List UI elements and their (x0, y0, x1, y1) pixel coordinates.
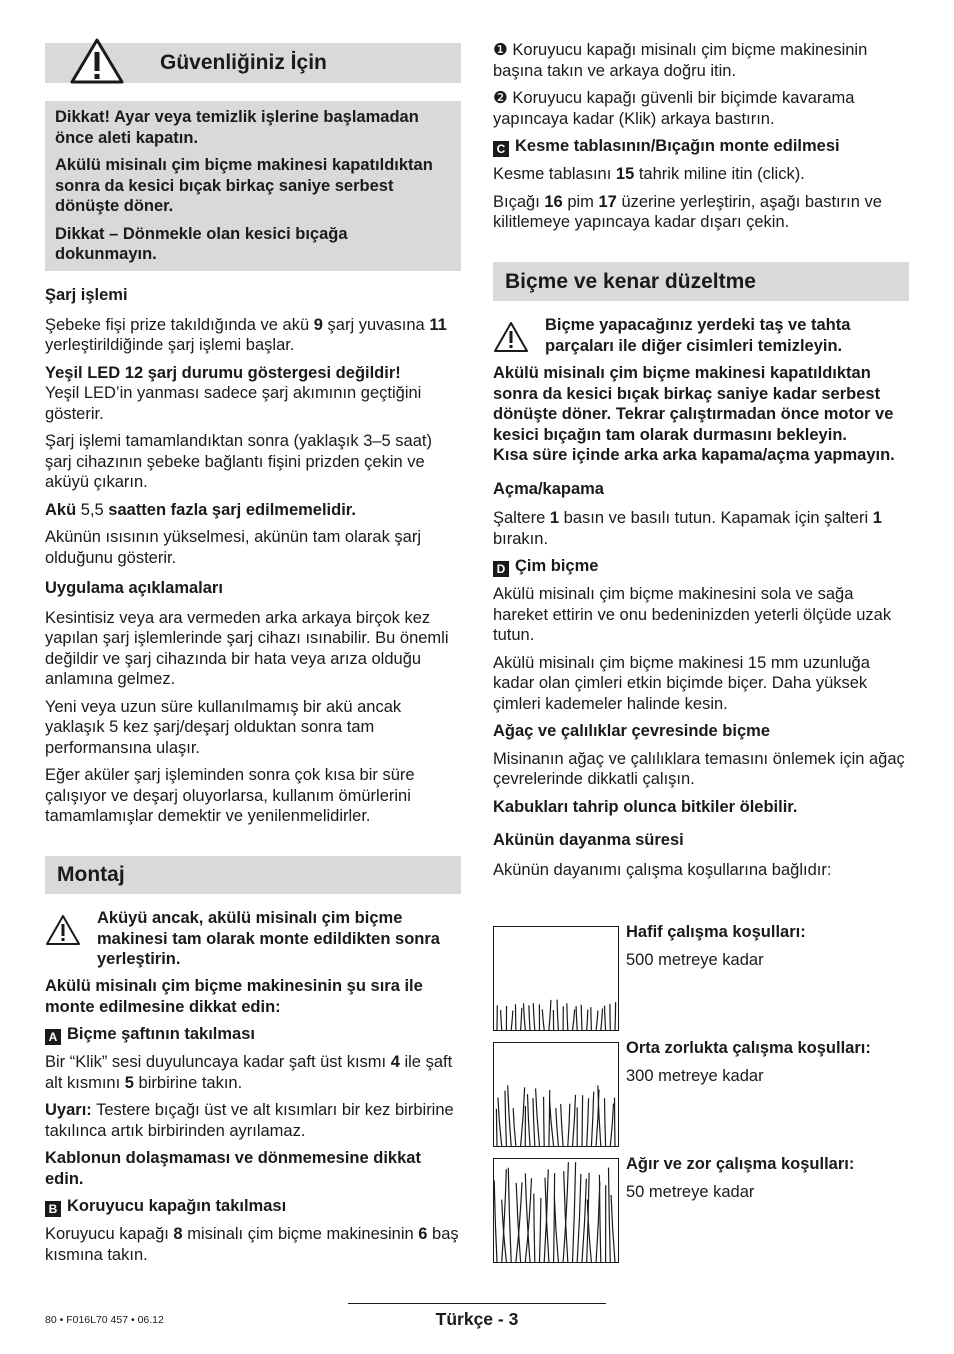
safety-warning-2: Akülü misinalı çim biçme makinesi kapatıldıktan sonra da kesici bıçak birkaç saniye serbest dönüşte döner. (55, 156, 433, 215)
grass-blade (582, 1095, 583, 1146)
safety-header (45, 43, 461, 83)
grass-blade (577, 1174, 581, 1262)
step-b-heading: B Koruyucu kapağın takılması (45, 1196, 461, 1217)
grass-blade (596, 1011, 598, 1031)
bullet-2: ❷ Koruyucu kapağı güvenli bir biçimde kavarama yapıncaya kadar (Klik) arkaya bastırın. (493, 89, 855, 128)
grass-blade (513, 1108, 516, 1146)
mowing-section (493, 363, 909, 887)
mowing-bold-note: Akülü misinalı çim biçme makinesi kapatıldıktan sonra da kesici bıçak birkaç saniye kadar serbest dönüşte döner. Tekrar çalıştırmadan önce motor ve kesici bıçağın tam olarak durmasını bekleyin. Kısa süre içinde arka arka kapama/açma yapmayın. (493, 364, 895, 464)
step-d-badge: D (493, 561, 509, 577)
grass-blade (533, 1098, 535, 1146)
onoff-heading: Açma/kapama (493, 479, 604, 498)
circled-one-icon: ❶ (493, 41, 508, 59)
charging-led-note: Yeşil LED 12 şarj durumu göstergesi değildir! Yeşil LED’in yanması sadece şarj akımının geçtiğini gösterir. (45, 363, 422, 423)
grass-blade (605, 1098, 606, 1146)
charging-heading: Şarj işlemi (45, 286, 128, 304)
charging-paragraph-4: Akü 5,5 saatten fazla şarj edilmemelidir. (45, 500, 356, 519)
montaj-title: Montaj (57, 863, 125, 886)
step-a-paragraph: Bir “Klik” sesi duyuluncaya kadar şaft üst kısmı 4 ile şaft alt kısmını 5 birbirine takın. (45, 1053, 453, 1092)
mowing-title: Biçme ve kenar düzeltme (505, 269, 756, 293)
grass-blade (542, 1009, 544, 1030)
safety-warning-3: Dikkat – Dönmekle olan kesici bıçağa dokunmayın. (55, 224, 348, 263)
grass-paragraph-2: Akülü misinalı çim biçme makinesi 15 mm uzunluğa kadar olan çimleri etkin biçimde biçer. Daha yüksek çimleri kademeler halinde kesin. (493, 653, 870, 713)
montaj-header (45, 856, 461, 894)
step-b-continued (493, 40, 909, 240)
grass-blade (528, 1094, 531, 1146)
grass-blade (568, 1104, 570, 1146)
condition-light (626, 922, 909, 977)
grass-blade (498, 1098, 502, 1146)
step-c-paragraph-1: Kesme tablasını 15 tahrik miline itin (click). (493, 165, 805, 183)
safety-warning-box (45, 101, 461, 271)
grass-blade (524, 1003, 526, 1030)
mowing-warning (493, 315, 909, 359)
grass-heavy-drawing (494, 1159, 618, 1262)
grass-blade (587, 1010, 588, 1030)
grass-blade (554, 1197, 558, 1262)
step-a-heading: A Biçme şaftının takılması (45, 1024, 461, 1045)
usage-heading: Uygulama açıklamaları (45, 579, 223, 597)
grass-blade (599, 1175, 600, 1262)
step-a-badge: A (45, 1029, 61, 1045)
battery-heading: Akünün dayanma süresi (493, 831, 684, 849)
grass-blade (591, 1092, 593, 1146)
grass-blade (557, 1000, 558, 1030)
bullet-1: ❶ Koruyucu kapağı misinalı çim biçme makinesinin başına takın ve arkaya doğru itin. (493, 41, 868, 80)
montaj-warning-text: Aküyü ancak, akülü misinalı çim biçme makinesi tam olarak monte edildikten sonra yerleştirin. (97, 909, 440, 968)
safety-warning-1: Dikkat! Ayar veya temizlik işlerine başlamadan önce aleti kapatın. (55, 108, 419, 147)
safety-title: Güvenliğiniz İçin (160, 51, 327, 74)
footer-rule (348, 1303, 606, 1304)
charging-paragraph-1: Şebeke fişi prize takıldığında ve akü 9 şarj yuvasına 11 yerleştirildiğinde şarj işlemi başlar. (45, 315, 447, 354)
condition-light-label: Hafif çalışma koşulları: (626, 923, 806, 941)
grass-blade (573, 1162, 576, 1262)
grass-blade (554, 1173, 555, 1262)
grass-medium-image (493, 1042, 619, 1147)
footer-docnum: 80 • F016L70 457 • 06.12 (45, 1314, 164, 1326)
step-d-heading: D Çim biçme (493, 556, 909, 577)
grass-blade (511, 1011, 513, 1031)
usage-section (45, 578, 461, 834)
usage-paragraph-1: Kesintisiz veya ara vermeden arka arkaya birçok kez yapılan şarj işlemlerinde şarj cihazı ısınabilir. Bu önemli değildir ve şarj cihazında bir hata veya arıza olduğu anlamına gelmez. (45, 608, 449, 688)
charging-section (45, 285, 461, 575)
step-c-heading: C Kesme tablasının/Bıçağın monte edilmesi (493, 136, 909, 157)
condition-heavy (626, 1154, 909, 1209)
step-b-paragraph: Koruyucu kapağı 8 misinalı çim biçme makinesinin 6 baş kısmına takın. (45, 1225, 459, 1264)
grass-blade (549, 1090, 550, 1146)
grass-blade (615, 1002, 616, 1030)
grass-blade (496, 1109, 497, 1146)
grass-paragraph-1: Akülü misinalı çim biçme makinesini sola ve sağa hareket ettirin ve onu bedeninizden yeterli ölçüde uzak tutun. (493, 585, 892, 644)
grass-blade (573, 1009, 575, 1030)
warning-triangle-icon (69, 37, 125, 85)
grass-blade (601, 1009, 603, 1031)
charging-paragraph-5: Akünün ısısının yükselmesi, akünün tam olarak şarj olduğunu gösterir. (45, 528, 422, 567)
grass-blade (561, 1104, 563, 1146)
grass-blade (576, 1006, 577, 1030)
condition-medium (626, 1038, 909, 1093)
step-a-cable-note: Kablonun dolaşmaması ve dönmemesine dikkat edin. (45, 1149, 421, 1188)
condition-heavy-label: Ağır ve zor çalışma koşulları: (626, 1155, 855, 1173)
circled-two-icon: ❷ (493, 89, 508, 107)
grass-light-image (493, 926, 619, 1031)
grass-blade (587, 1098, 589, 1146)
mowing-header (493, 262, 909, 301)
grass-light-drawing (494, 927, 618, 1030)
grass-blade (573, 1095, 576, 1146)
step-c-badge: C (493, 141, 509, 157)
grass-blade (556, 1108, 559, 1146)
grass-blade (540, 1198, 541, 1262)
footer-page-label: Türkçe - 3 (435, 1309, 519, 1329)
grass-blade (494, 1180, 497, 1262)
mowing-warning-text: Biçme yapacağınız yerdeki taş ve tahta parçaları ile diğer cisimleri temizleyin. (545, 316, 851, 355)
trees-heading: Ağaç ve çalılıklar çevresinde biçme (493, 722, 770, 740)
grass-blade (581, 1005, 582, 1030)
montaj-section (45, 976, 461, 1272)
step-c-paragraph-2: Bıçağı 16 pim 17 üzerine yerleştirin, aşağı bastırın ve kilitlemeye yapıncaya kadar dışarı çekin. (493, 192, 882, 231)
grass-blade (549, 1000, 551, 1030)
condition-heavy-value: 50 metreye kadar (626, 1182, 755, 1201)
montaj-warning (45, 908, 461, 970)
grass-heavy-image (493, 1158, 619, 1263)
grass-blade (605, 1006, 606, 1030)
grass-blade (609, 1168, 611, 1262)
grass-blade (536, 1089, 540, 1147)
grass-blade (611, 1195, 615, 1262)
grass-blade (534, 1194, 535, 1262)
montaj-order-note: Akülü misinalı çim biçme makinesinin şu sıra ile monte edilmesine dikkat edin: (45, 977, 423, 1016)
usage-paragraph-2: Yeni veya uzun süre kullanılmamış bir akü ancak yaklaşık 5 kez şarj/deşarj olduktan sonra tam performansına ulaşır. (45, 697, 402, 757)
usage-paragraph-3: Eğer aküler şarj işleminden sonra çok kısa bir süre çalışıyor ve deşarj oluyorlarsa, kullanım ömürlerini tamamlamışlar demektir ve yenilenmelidirler. (45, 766, 415, 825)
battery-paragraph: Akünün dayanımı çalışma koşullarına bağlıdır: (493, 860, 832, 879)
grass-blade (505, 1091, 506, 1147)
grass-blade (567, 1003, 568, 1030)
grass-blade (533, 1003, 535, 1030)
condition-medium-value: 300 metreye kadar (626, 1066, 764, 1085)
grass-blade (508, 1168, 511, 1262)
grass-blade (610, 1104, 613, 1147)
grass-blade (582, 1179, 586, 1262)
trees-bold-note: Kabukları tahrip olunca bitkiler ölebilir. (493, 797, 798, 816)
condition-light-value: 500 metreye kadar (626, 950, 764, 969)
grass-blade (550, 1099, 554, 1146)
grass-blade (501, 1010, 502, 1030)
warning-triangle-icon (45, 914, 81, 946)
trees-paragraph: Misinanın ağaç ve çalılıklara temasını önlemek için ağaç çevrelerinde dikkatli çalışın. (493, 749, 905, 788)
onoff-paragraph: Şaltere 1 basın ve basılı tutun. Kapamak için şalteri 1 bırakın. (493, 509, 882, 548)
charging-paragraph-3: Şarj işlemi tamamlandıktan sonra (yaklaşık 3–5 saat) şarj cihazının şebeke bağlantı fişini prizden çekin ve aküyü çıkarın. (45, 432, 432, 491)
grass-blade (521, 1008, 522, 1030)
warning-triangle-icon (493, 321, 529, 353)
grass-medium-drawing (494, 1043, 618, 1146)
step-a-warning: Uyarı: Testere bıçağı üst ve alt kısımları bir kez birbirine takılınca artık birbirinden ayrılamaz. (45, 1101, 454, 1140)
grass-blade (591, 1007, 592, 1030)
grass-blade (529, 1005, 530, 1030)
grass-blade (615, 1098, 616, 1146)
grass-blade (508, 1085, 512, 1146)
condition-medium-label: Orta zorlukta çalışma koşulları: (626, 1039, 871, 1057)
step-b-badge: B (45, 1201, 61, 1217)
grass-blade (545, 1178, 549, 1262)
grass-blade (521, 1087, 525, 1146)
grass-blade (544, 1097, 545, 1146)
